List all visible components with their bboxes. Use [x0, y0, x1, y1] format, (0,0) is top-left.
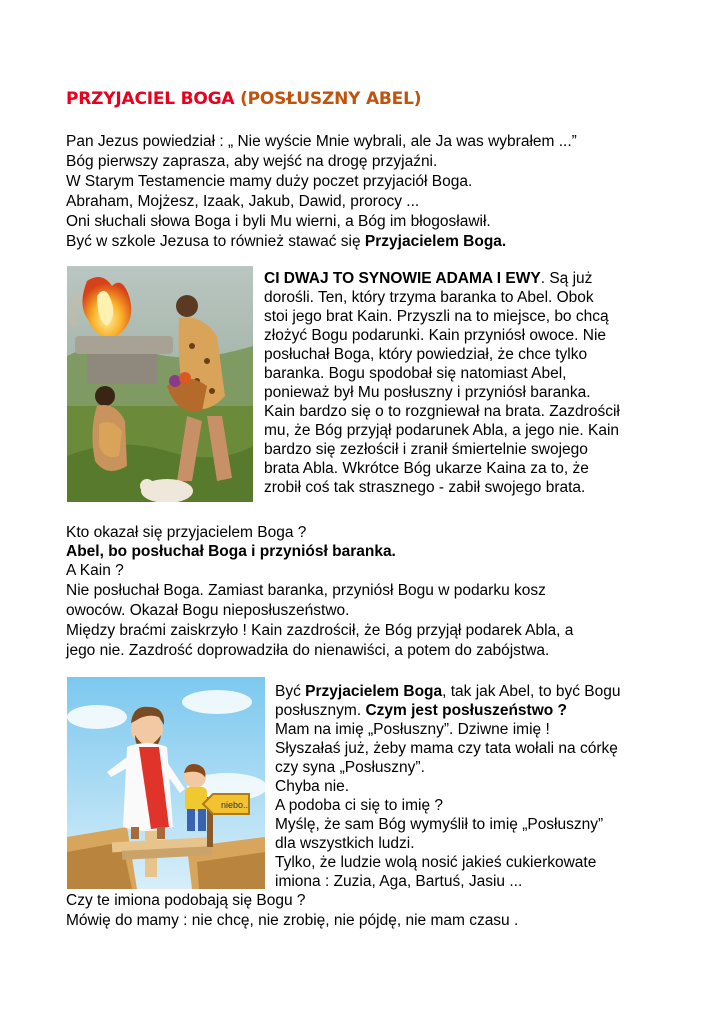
friend-line: Myślę, że sam Bóg wymyślił to imię „Posłuszny” — [275, 816, 604, 833]
story-line: dorośli. Ten, który trzyma baranka to Abel. Obok — [264, 289, 594, 306]
friend-line: Tylko, że ludzie wolą nosić jakieś cukierkowate — [275, 854, 597, 871]
closing-line: Czy te imiona podobają się Bogu ? — [66, 892, 306, 909]
friend-line: A podoba ci się to imię ? — [275, 797, 444, 814]
answer-abel: Abel, bo posłuchał Boga i przyniósł baranka. — [66, 543, 396, 560]
title-main: PRZYJACIEL BOGA — [66, 89, 241, 109]
friend-line: Mam na imię „Posłuszny”. Dziwne imię ! — [275, 721, 550, 738]
story-line: baranka. Bogu spodobał się natomiast Abel, — [264, 365, 567, 382]
cain-abel-illustration — [67, 266, 253, 502]
friend-line — [275, 682, 621, 701]
friend-bold: Przyjacielem Boga — [305, 683, 443, 700]
story-line: ponieważ był Mu posłuszny i przyniósł baranka. — [264, 384, 591, 401]
answer-cain-line: owoców. Okazał Bogu nieposłuszeństwo. — [66, 602, 350, 619]
friend-line: imiona : Zuzia, Aga, Bartuś, Jasiu ... — [275, 873, 523, 890]
story-line: zrobił coś tak strasznego - zabił swojego brata. — [264, 479, 586, 496]
intro-line: Abraham, Mojżesz, Izaak, Jakub, Dawid, prorocy ... — [66, 193, 420, 210]
friend-line — [275, 701, 567, 720]
title-subtitle: (POSŁUSZNY ABEL) — [240, 89, 422, 109]
answer-cain-line: Między braćmi zaiskrzyło ! Kain zazdrościł, że Bóg przyjął podarek Abla, a — [66, 622, 574, 639]
sign-label: niebo.. — [221, 800, 249, 810]
obedience-question: Czym jest posłuszeństwo ? — [365, 702, 567, 719]
story-line: złożyć Bogu podarunki. Kain przyniósł owoce. Nie — [264, 327, 607, 344]
question-cain: A Kain ? — [66, 562, 124, 579]
friend-text: Być — [275, 683, 306, 700]
friend-line: czy syna „Posłuszny”. — [275, 759, 425, 776]
jesus-child-illustration — [67, 677, 265, 889]
friend-text: posłusznym. — [275, 702, 366, 719]
closing-line: Mówię do mamy : nie chcę, nie zrobię, nie pójdę, nie mam czasu . — [66, 912, 519, 929]
story-line — [264, 269, 592, 288]
friend-text: , tak jak Abel, to być Bogu — [442, 683, 621, 700]
friend-line: dla wszystkich ludzi. — [275, 835, 415, 852]
intro-line: Oni słuchali słowa Boga i byli Mu wierni, a Bóg im błogosławił. — [66, 213, 491, 230]
intro-line: Bóg pierwszy zaprasza, aby wejść na drogę przyjaźni. — [66, 153, 438, 170]
story-text: . Są już — [540, 270, 593, 287]
answer-cain-line: Nie posłuchał Boga. Zamiast baranka, przyniósł Bogu w podarku kosz — [66, 582, 546, 599]
intro-line — [66, 232, 506, 252]
story-line: Kain bardzo się o to rozgniewał na brata. Zazdrościł — [264, 403, 620, 420]
intro-bold: Przyjacielem Boga. — [364, 233, 507, 250]
story-line: mu, że Bóg przyjął podarunek Abla, a jego nie. Kain — [264, 422, 620, 439]
story-line: bardzo się zezłościł i zranił śmiertelnie swojego — [264, 441, 588, 458]
story-line: stoi jego brat Kain. Przyszli na to miejsce, bo chcą — [264, 308, 609, 325]
story-line: brata Abla. Wkrótce Bóg ukarze Kaina za to, że — [264, 460, 589, 477]
intro-line: W Starym Testamencie mamy duży poczet przyjaciół Boga. — [66, 173, 473, 190]
story-heading: CI DWAJ TO SYNOWIE ADAMA I EWY — [264, 270, 541, 287]
friend-line: Słyszałaś już, żeby mama czy tata wołali na córkę — [275, 740, 618, 757]
friend-line: Chyba nie. — [275, 778, 350, 795]
page-title — [66, 89, 421, 109]
intro-text: Być w szkole Jezusa to również stawać się — [66, 233, 365, 250]
question-friend: Kto okazał się przyjacielem Boga ? — [66, 524, 307, 541]
story-line: posłuchał Boga, który powiedział, że chce tylko — [264, 346, 588, 363]
answer-cain-line: jego nie. Zazdrość doprowadziła do nienawiści, a potem do zabójstwa. — [66, 642, 550, 659]
intro-line: Pan Jezus powiedział : „ Nie wyście Mnie wybrali, ale Ja was wybrałem ...” — [66, 133, 577, 150]
